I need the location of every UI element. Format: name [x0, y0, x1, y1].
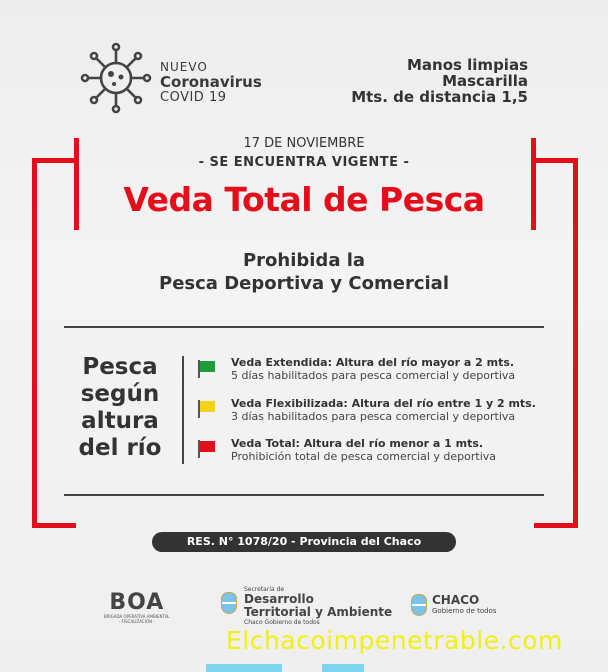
notice-subtitle-line1: Prohibida la — [242, 250, 366, 271]
level-item-description: 5 días habilitados para pesca comercial y deportiva — [231, 369, 516, 382]
level-item-title: Veda Extendida: Altura del río mayor a 2 mts. — [231, 356, 515, 369]
coronavirus-icon — [80, 42, 152, 114]
dta-line2: Territorial y Ambiente — [244, 605, 393, 619]
tip-distance: Mts. de distancia 1,5 — [351, 88, 528, 106]
covid-label — [160, 60, 262, 105]
level-item-title: Veda Flexibilizada: Altura del río entre 1 y 2 mts. — [231, 397, 536, 410]
level-item-description: 3 días habilitados para pesca comercial y deportiva — [231, 410, 516, 423]
red-flag-icon — [198, 440, 216, 458]
bottom-stripe-left — [206, 664, 282, 672]
levels-divider — [182, 356, 184, 464]
dta-line1: Desarrollo — [244, 592, 314, 606]
level-item-total — [231, 437, 496, 463]
chaco-name: CHACO — [432, 593, 480, 607]
resolution-badge: RES. N° 1078/20 - Provincia del Chaco — [152, 532, 456, 552]
boa-logo — [104, 592, 170, 624]
dta-logo — [244, 586, 392, 627]
prevention-tips — [351, 57, 528, 105]
green-flag-icon — [198, 360, 216, 378]
notice-subtitle-line2: Pesca Deportiva y Comercial — [159, 273, 449, 294]
province-seal-icon — [221, 592, 237, 614]
notice-status: - SE ENCUENTRA VIGENTE - — [198, 155, 410, 170]
levels-heading-line2: según — [80, 381, 160, 407]
level-item-extended — [231, 356, 515, 382]
levels-heading-line4: del río — [78, 435, 162, 461]
yellow-flag-icon — [198, 400, 216, 418]
notice-title: Veda Total de Pesca — [123, 180, 485, 219]
covid-line-coronavirus: Coronavirus — [160, 73, 262, 91]
covid-line-covid19: COVID 19 — [160, 90, 227, 105]
boa-subtitle: BRIGADA OPERATIVA AMBIENTAL — [104, 614, 170, 619]
boa-subtitle-2: · FISCALIZACIÓN · — [118, 619, 155, 624]
chaco-seal-icon — [411, 594, 427, 616]
dta-pre: Secretaría de — [244, 586, 285, 593]
notice-date: 17 DE NOVIEMBRE — [243, 136, 365, 151]
dta-sub: Chaco Gobierno de todos — [244, 619, 320, 626]
covid-line-nuevo: NUEVO — [160, 60, 208, 74]
divider-top — [64, 326, 544, 328]
level-item-flexible — [231, 397, 536, 423]
levels-heading-line1: Pesca — [82, 354, 158, 380]
divider-bottom — [64, 494, 544, 496]
bottom-stripe-right — [322, 664, 364, 672]
boa-name: BOA — [109, 590, 165, 615]
chaco-logo — [432, 594, 496, 616]
levels-heading-line3: altura — [81, 408, 159, 434]
tip-hands: Manos limpias — [406, 56, 528, 74]
watermark: Elchacoimpenetrable.com — [226, 626, 563, 655]
levels-heading — [60, 354, 180, 462]
level-item-title: Veda Total: Altura del río menor a 1 mts. — [231, 437, 484, 450]
tip-mask: Mascarilla — [442, 72, 528, 90]
level-item-description: Prohibición total de pesca comercial y deportiva — [231, 450, 497, 463]
chaco-sub: Gobierno de todos — [432, 607, 497, 615]
